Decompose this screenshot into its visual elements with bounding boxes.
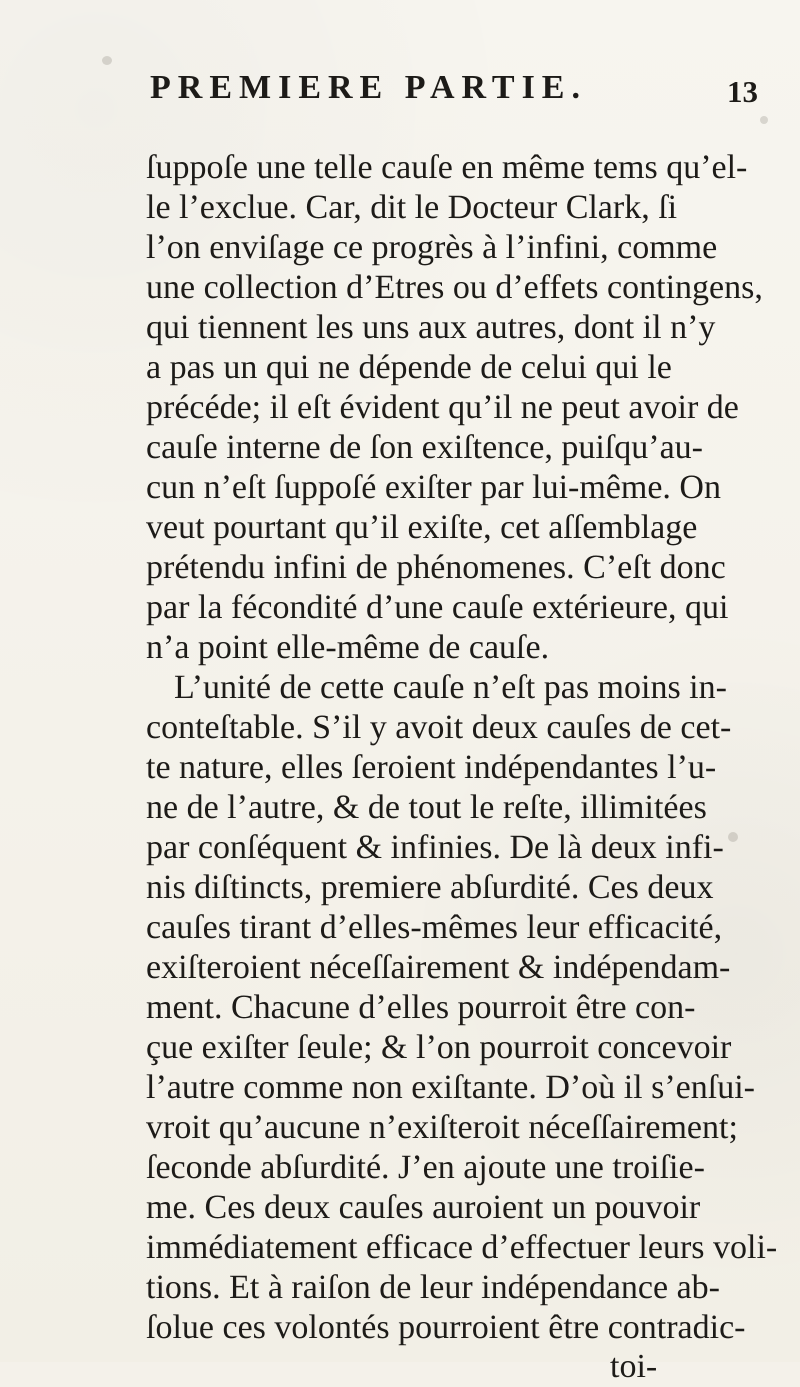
text-line: conteſtable. S’il y avoit deux cauſes de cet- [146, 709, 732, 746]
paper-speck [760, 116, 768, 124]
text-line: ſuppoſe une telle cauſe en même tems qu’el- [146, 149, 748, 186]
text-line: veut pourtant qu’il exiſte, cet aſſemblage [146, 509, 698, 546]
text-line: nis diſtincts, premiere abſurdité. Ces deux [146, 869, 714, 906]
text-line: l’on enviſage ce progrès à l’infini, comme [146, 229, 718, 266]
text-line: ne de l’autre, & de tout le reſte, illimitées [146, 789, 707, 826]
text-line: qui tiennent les uns aux autres, dont il n’y [146, 309, 716, 346]
text-line: cauſe interne de ſon exiſtence, puiſqu’au- [146, 429, 703, 466]
text-line: le l’exclue. Car, dit le Docteur Clark, ſi [146, 189, 678, 226]
paper-speck [102, 56, 112, 65]
text-line: une collection d’Etres ou d’effets contingens, [146, 269, 763, 306]
text-line: a pas un qui ne dépende de celui qui le [146, 349, 672, 386]
page-number: 13 [727, 74, 758, 109]
text-line: n’a point elle-même de cauſe. [146, 629, 550, 666]
text-line: ſolue ces volontés pourroient être contradic- [146, 1309, 746, 1346]
text-line: cauſes tirant d’elles-mêmes leur efficacité, [146, 909, 723, 946]
text-line: par la fécondité d’une cauſe extérieure, qui [146, 589, 729, 626]
page-header [150, 69, 770, 115]
text-line: L’unité de cette cauſe n’eſt pas moins in- [174, 669, 727, 706]
paper-speck [728, 832, 738, 842]
text-line: cun n’eſt ſuppoſé exiſter par lui-même. On [146, 469, 721, 506]
running-head: PREMIERE PARTIE. [150, 69, 587, 106]
text-line: prétendu infini de phénomenes. C’eſt donc [146, 549, 726, 586]
text-line: par conſéquent & infinies. De là deux infi- [146, 829, 724, 866]
text-line: vroit qu’aucune n’exiſteroit néceſſairement; [146, 1109, 738, 1146]
text-line: exiſteroient néceſſairement & indépendam- [146, 949, 731, 986]
text-line: immédiatement efficace d’effectuer leurs voli- [146, 1229, 778, 1266]
text-line: ment. Chacune d’elles pourroit être con- [146, 989, 696, 1026]
text-line: me. Ces deux cauſes auroient un pouvoir [146, 1189, 701, 1226]
text-line: tions. Et à raiſon de leur indépendance ab- [146, 1269, 720, 1306]
text-line: çue exiſter ſeule; & l’on pourroit concevoir [146, 1029, 732, 1066]
catchword: toi- [610, 1348, 658, 1385]
text-line: précéde; il eſt évident qu’il ne peut avoir de [146, 389, 739, 426]
text-line: te nature, elles ſeroient indépendantes l’u- [146, 749, 717, 786]
text-line: l’autre comme non exiſtante. D’où il s’enſui- [146, 1069, 755, 1106]
text-line: ſeconde abſurdité. J’en ajoute une troiſie- [146, 1149, 705, 1186]
